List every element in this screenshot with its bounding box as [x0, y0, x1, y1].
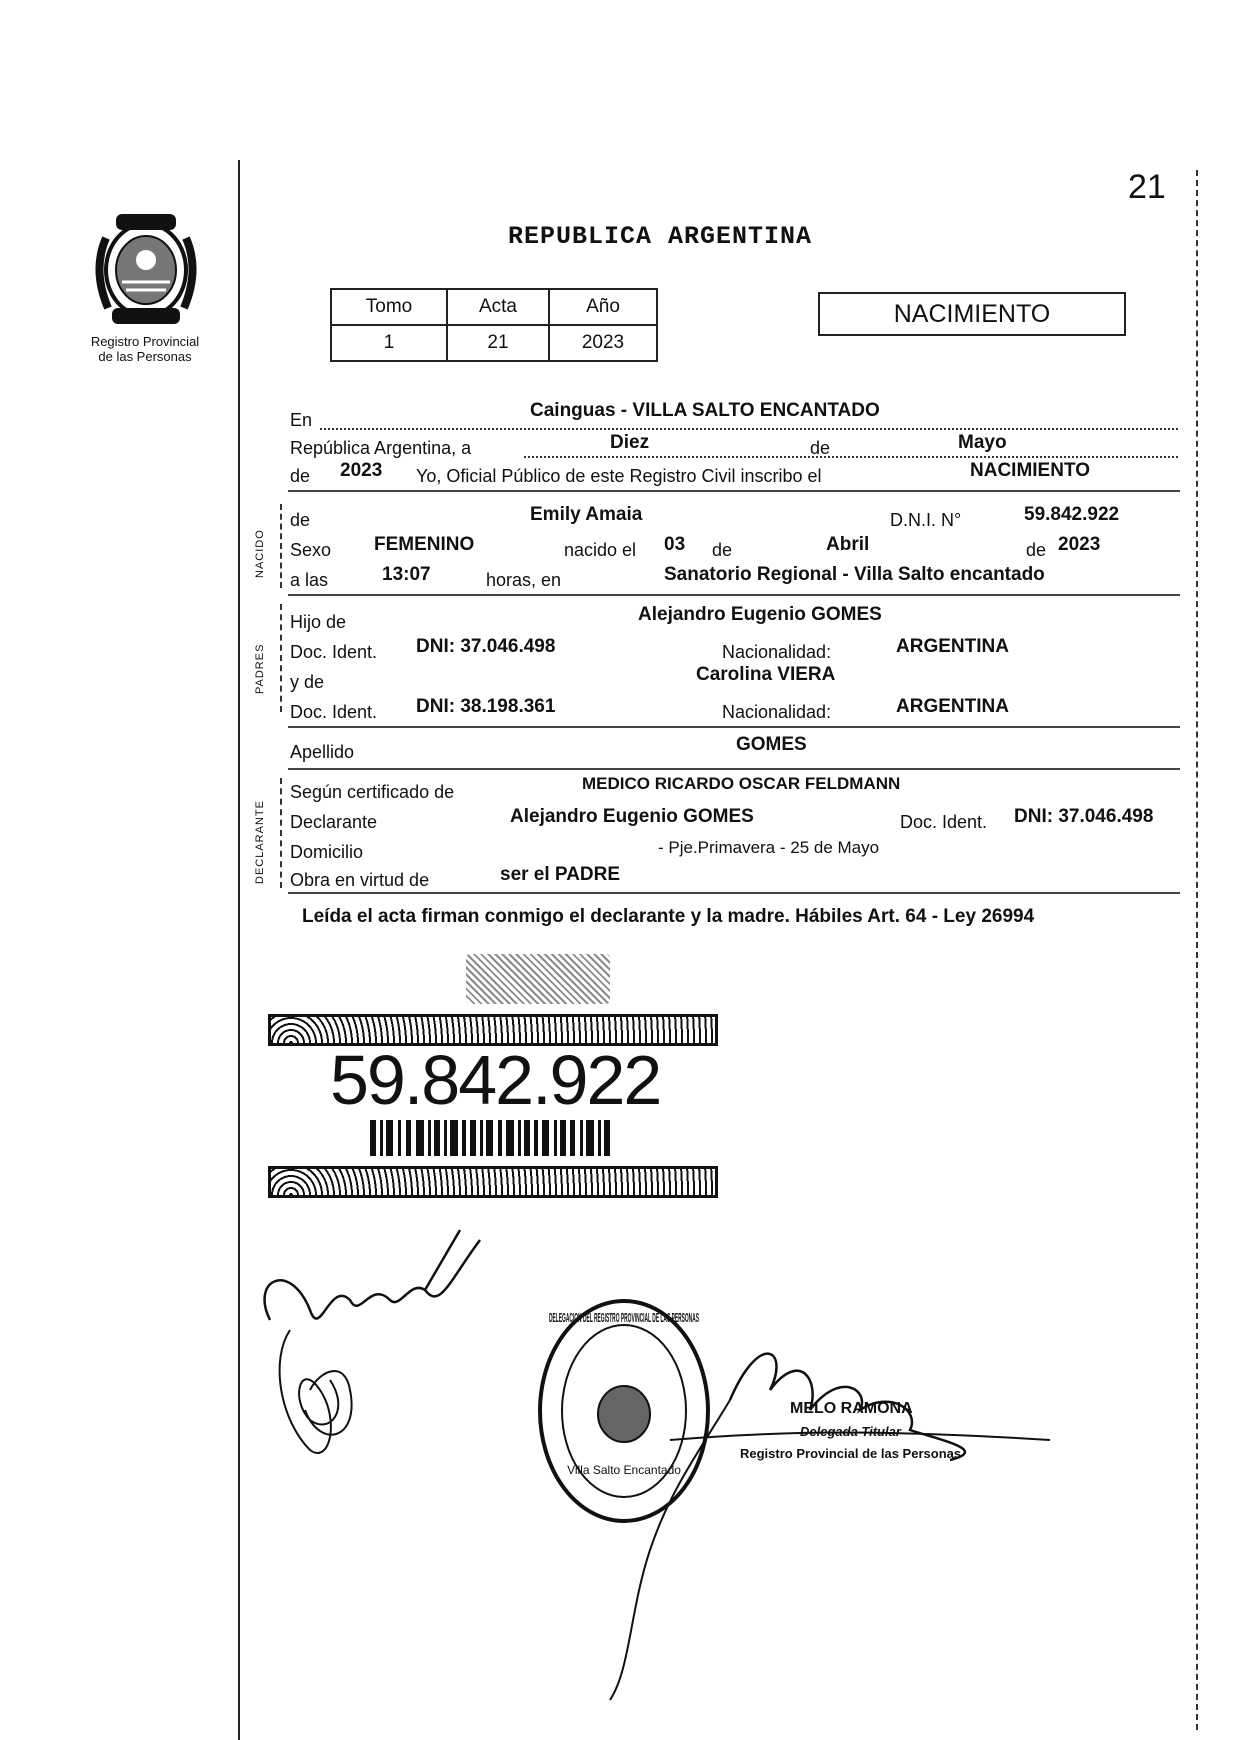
dotline	[320, 426, 1178, 430]
value-place: Cainguas - VILLA SALTO ENCANTADO	[530, 400, 880, 421]
value-birth-day: 03	[664, 534, 686, 555]
section-bracket	[280, 604, 284, 712]
section-divider	[288, 768, 1180, 770]
label-sexo: Sexo	[290, 540, 332, 560]
value-month: Mayo	[958, 432, 1007, 453]
section-divider	[288, 490, 1180, 492]
left-margin-line	[238, 160, 240, 1740]
value-declarante-doc: DNI: 37.046.498	[1014, 806, 1154, 827]
label-de: de	[290, 510, 311, 530]
section-divider	[288, 726, 1180, 728]
registry-emblem-icon	[82, 208, 210, 328]
registry-table-header-row	[331, 289, 657, 325]
label-horas-en: horas, en	[486, 570, 562, 590]
value-child-dni: 59.842.922	[1024, 504, 1120, 525]
value-mother-nationality: ARGENTINA	[896, 696, 1009, 717]
header-tomo: Tomo	[331, 289, 447, 325]
label-a-las: a las	[290, 570, 329, 590]
section-label-declarante: DECLARANTE	[254, 800, 266, 884]
label-year-de: de	[290, 466, 311, 486]
label-dni: D.N.I. N°	[890, 510, 962, 530]
closing-statement: Leída el acta firman conmigo el declarante y la madre. Hábiles Art. 64 - Ley 26994	[302, 906, 1035, 927]
label-de: de	[810, 438, 831, 458]
label-domicilio: Domicilio	[290, 842, 364, 862]
value-obra: ser el PADRE	[500, 864, 621, 885]
section-label-nacido: NACIDO	[254, 529, 266, 578]
value-birth-month: Abril	[826, 534, 870, 555]
section-divider	[288, 892, 1180, 894]
value-certificado: MEDICO RICARDO OSCAR FELDMANN	[582, 774, 901, 793]
value-father-nationality: ARGENTINA	[896, 636, 1009, 657]
official-office: Registro Provincial de las Personas	[740, 1446, 962, 1461]
section-bracket	[280, 778, 284, 888]
official-name: MELO RAMONA	[790, 1400, 913, 1417]
seal-inner-text: Villa Salto Encantado	[567, 1463, 681, 1477]
header-acta: Acta	[447, 289, 549, 325]
label-oficial: Yo, Oficial Público de este Registro Civil inscribo el	[416, 466, 822, 486]
value-inscription-type: NACIMIENTO	[970, 460, 1090, 481]
label-declarante: Declarante	[290, 812, 378, 832]
value-day-words: Diez	[610, 432, 650, 453]
logo-caption-line2: de las Personas	[98, 349, 192, 364]
registry-table-value-row	[331, 325, 657, 361]
label-nacido-el: nacido el	[564, 540, 637, 560]
declarant-signature-icon	[250, 1220, 540, 1470]
value-domicilio: - Pje.Primavera - 25 de Mayo	[658, 838, 880, 857]
registry-table	[330, 288, 658, 362]
security-hologram	[466, 954, 610, 1004]
dotline	[524, 454, 1178, 458]
label-obra: Obra en virtud de	[290, 870, 430, 890]
value-father-doc: DNI: 37.046.498	[416, 636, 556, 657]
value-apellido: GOMES	[736, 734, 807, 755]
value-ano: 2023	[549, 325, 657, 361]
security-band-bottom	[268, 1166, 718, 1198]
page-number: 21	[1128, 168, 1166, 206]
id-sticker-number: 59.842.922	[330, 1041, 661, 1119]
barcode-icon	[370, 1120, 610, 1156]
value-mother-name: Carolina VIERA	[696, 664, 836, 685]
value-mother-doc: DNI: 38.198.361	[416, 696, 556, 717]
section-bracket	[280, 504, 284, 588]
label-de: de	[712, 540, 733, 560]
value-tomo: 1	[331, 325, 447, 361]
label-hijo-de: Hijo de	[290, 612, 347, 632]
label-doc-ident: Doc. Ident.	[290, 702, 378, 722]
header-ano: Año	[549, 289, 657, 325]
label-y-de: y de	[290, 672, 325, 692]
official-signature-icon	[590, 1290, 1060, 1710]
value-birth-place: Sanatorio Regional - Villa Salto encantado	[664, 564, 1045, 585]
label-nacionalidad: Nacionalidad:	[722, 642, 832, 662]
label-nacionalidad: Nacionalidad:	[722, 702, 832, 722]
label-apellido: Apellido	[290, 742, 355, 762]
seal-outer-text: DELEGACION DEL REGISTRO PROVINCIAL DE LAS PERSONAS	[549, 1310, 700, 1325]
value-acta: 21	[447, 325, 549, 361]
value-year: 2023	[340, 460, 383, 481]
value-birth-time: 13:07	[382, 564, 431, 585]
logo-caption-line1: Registro Provincial	[90, 334, 200, 349]
logo-caption	[60, 334, 230, 364]
label-republica: República Argentina, a	[290, 438, 472, 458]
label-certificado: Según certificado de	[290, 782, 455, 802]
label-en: En	[290, 410, 313, 430]
document-title: REPUBLICA ARGENTINA	[507, 222, 813, 251]
value-declarante-name: Alejandro Eugenio GOMES	[510, 806, 754, 827]
value-birth-year: 2023	[1058, 534, 1101, 555]
record-type-box: NACIMIENTO	[818, 292, 1126, 336]
value-child-name: Emily Amaia	[530, 504, 643, 525]
label-doc-ident: Doc. Ident.	[900, 812, 988, 832]
label-de: de	[1026, 540, 1047, 560]
value-sexo: FEMENINO	[374, 534, 475, 555]
right-margin-line	[1196, 170, 1200, 1730]
section-divider	[288, 594, 1180, 596]
section-label-padres: PADRES	[254, 643, 266, 694]
label-doc-ident: Doc. Ident.	[290, 642, 378, 662]
official-role: Delegada Titular	[800, 1424, 901, 1439]
value-father-name: Alejandro Eugenio GOMES	[638, 604, 882, 625]
